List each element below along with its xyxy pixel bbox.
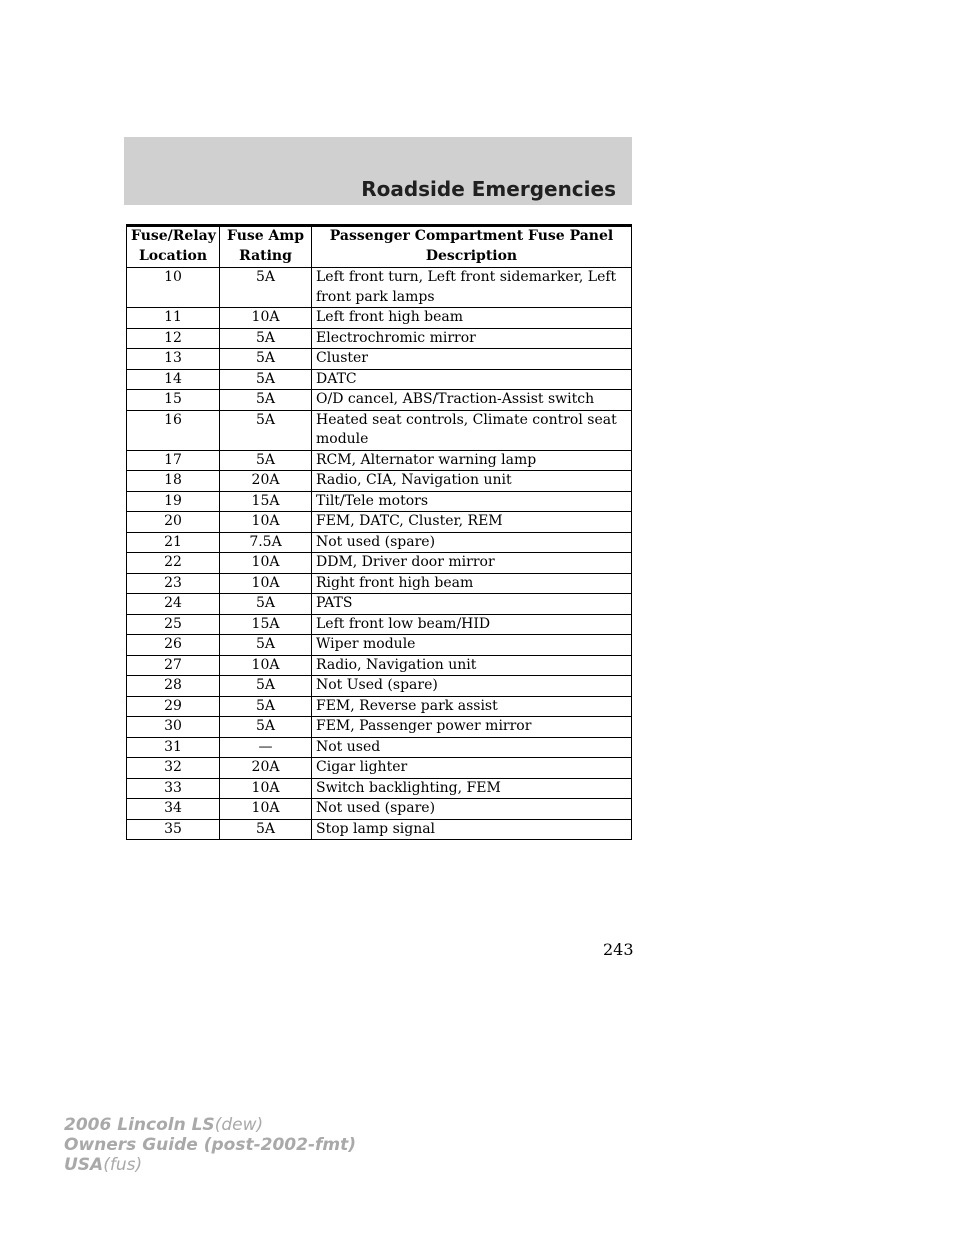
table-row xyxy=(127,717,632,738)
fuse-rating-cell: — xyxy=(220,737,312,758)
fuse-rating-cell: 5A xyxy=(220,349,312,370)
fuse-location-cell: 11 xyxy=(127,308,220,329)
table-row xyxy=(127,655,632,676)
table-row xyxy=(127,410,632,450)
fuse-rating-cell: 10A xyxy=(220,799,312,820)
column-header-rating: Fuse Amp Rating xyxy=(220,226,312,268)
fuse-description-cell: Not used (spare) xyxy=(312,532,632,553)
fuse-location-cell: 14 xyxy=(127,369,220,390)
fuse-description-cell: DATC xyxy=(312,369,632,390)
fuse-rating-cell: 10A xyxy=(220,573,312,594)
column-header-location: Fuse/Relay Location xyxy=(127,226,220,268)
table-row xyxy=(127,471,632,492)
fuse-rating-cell: 5A xyxy=(220,390,312,411)
table-row xyxy=(127,450,632,471)
table-row xyxy=(127,573,632,594)
fuse-rating-cell: 5A xyxy=(220,328,312,349)
fuse-description-cell: Left front high beam xyxy=(312,308,632,329)
fuse-rating-cell: 5A xyxy=(220,696,312,717)
fuse-table xyxy=(126,224,632,840)
section-header-band xyxy=(124,137,632,205)
fuse-location-cell: 22 xyxy=(127,553,220,574)
fuse-location-cell: 26 xyxy=(127,635,220,656)
table-row xyxy=(127,737,632,758)
footer-line-2: Owners Guide (post-2002-fmt) xyxy=(64,1135,357,1155)
fuse-location-cell: 15 xyxy=(127,390,220,411)
fuse-location-cell: 30 xyxy=(127,717,220,738)
fuse-description-cell: O/D cancel, ABS/Traction-Assist switch xyxy=(312,390,632,411)
table-row xyxy=(127,594,632,615)
fuse-description-cell: Right front high beam xyxy=(312,573,632,594)
table-row xyxy=(127,491,632,512)
table-row xyxy=(127,819,632,840)
fuse-rating-cell: 10A xyxy=(220,553,312,574)
fuse-location-cell: 28 xyxy=(127,676,220,697)
footer-line-3: USA(fus) xyxy=(64,1155,143,1175)
fuse-rating-cell: 20A xyxy=(220,758,312,779)
table-row xyxy=(127,328,632,349)
table-row xyxy=(127,512,632,533)
fuse-location-cell: 13 xyxy=(127,349,220,370)
fuse-description-cell: Cigar lighter xyxy=(312,758,632,779)
fuse-location-cell: 16 xyxy=(127,410,220,450)
fuse-rating-cell: 20A xyxy=(220,471,312,492)
fuse-location-cell: 24 xyxy=(127,594,220,615)
footer xyxy=(64,1115,356,1175)
fuse-description-cell: PATS xyxy=(312,594,632,615)
fuse-rating-cell: 5A xyxy=(220,594,312,615)
table-row xyxy=(127,369,632,390)
fuse-location-cell: 19 xyxy=(127,491,220,512)
page-number: 243 xyxy=(603,940,634,959)
fuse-rating-cell: 15A xyxy=(220,491,312,512)
fuse-description-cell: Stop lamp signal xyxy=(312,819,632,840)
fuse-description-cell: FEM, Passenger power mirror xyxy=(312,717,632,738)
fuse-description-cell: Left front turn, Left front sidemarker, Left front park lamps xyxy=(312,268,632,308)
fuse-description-cell: Radio, Navigation unit xyxy=(312,655,632,676)
table-row xyxy=(127,553,632,574)
fuse-rating-cell: 5A xyxy=(220,450,312,471)
fuse-location-cell: 20 xyxy=(127,512,220,533)
fuse-description-cell: FEM, Reverse park assist xyxy=(312,696,632,717)
fuse-description-cell: Radio, CIA, Navigation unit xyxy=(312,471,632,492)
table-row xyxy=(127,532,632,553)
fuse-rating-cell: 5A xyxy=(220,819,312,840)
fuse-description-cell: RCM, Alternator warning lamp xyxy=(312,450,632,471)
table-row xyxy=(127,635,632,656)
fuse-location-cell: 23 xyxy=(127,573,220,594)
fuse-description-cell: Not used xyxy=(312,737,632,758)
fuse-description-cell: DDM, Driver door mirror xyxy=(312,553,632,574)
fuse-description-cell: Tilt/Tele motors xyxy=(312,491,632,512)
fuse-rating-cell: 5A xyxy=(220,635,312,656)
fuse-description-cell: Left front low beam/HID xyxy=(312,614,632,635)
fuse-location-cell: 29 xyxy=(127,696,220,717)
table-row xyxy=(127,308,632,329)
fuse-location-cell: 17 xyxy=(127,450,220,471)
fuse-rating-cell: 15A xyxy=(220,614,312,635)
fuse-location-cell: 12 xyxy=(127,328,220,349)
fuse-rating-cell: 5A xyxy=(220,268,312,308)
fuse-description-cell: Electrochromic mirror xyxy=(312,328,632,349)
fuse-rating-cell: 5A xyxy=(220,676,312,697)
fuse-rating-cell: 10A xyxy=(220,512,312,533)
table-row xyxy=(127,799,632,820)
table-row xyxy=(127,778,632,799)
fuse-location-cell: 10 xyxy=(127,268,220,308)
section-title: Roadside Emergencies xyxy=(361,177,616,201)
table-body xyxy=(127,268,632,840)
fuse-description-cell: Switch backlighting, FEM xyxy=(312,778,632,799)
fuse-description-cell: Wiper module xyxy=(312,635,632,656)
table-row xyxy=(127,676,632,697)
table-row xyxy=(127,614,632,635)
fuse-location-cell: 21 xyxy=(127,532,220,553)
fuse-description-cell: Cluster xyxy=(312,349,632,370)
fuse-rating-cell: 10A xyxy=(220,655,312,676)
fuse-description-cell: Not Used (spare) xyxy=(312,676,632,697)
fuse-location-cell: 33 xyxy=(127,778,220,799)
table-row xyxy=(127,390,632,411)
fuse-rating-cell: 5A xyxy=(220,410,312,450)
fuse-location-cell: 18 xyxy=(127,471,220,492)
fuse-rating-cell: 7.5A xyxy=(220,532,312,553)
fuse-rating-cell: 5A xyxy=(220,717,312,738)
footer-line-1: 2006 Lincoln LS(dew) xyxy=(64,1115,264,1135)
fuse-rating-cell: 5A xyxy=(220,369,312,390)
fuse-description-cell: FEM, DATC, Cluster, REM xyxy=(312,512,632,533)
fuse-description-cell: Not used (spare) xyxy=(312,799,632,820)
fuse-location-cell: 25 xyxy=(127,614,220,635)
fuse-location-cell: 35 xyxy=(127,819,220,840)
table-row xyxy=(127,268,632,308)
table-row xyxy=(127,758,632,779)
fuse-description-cell: Heated seat controls, Climate control seat module xyxy=(312,410,632,450)
fuse-location-cell: 27 xyxy=(127,655,220,676)
fuse-rating-cell: 10A xyxy=(220,308,312,329)
fuse-location-cell: 32 xyxy=(127,758,220,779)
column-header-description: Passenger Compartment Fuse Panel Description xyxy=(312,226,632,268)
fuse-rating-cell: 10A xyxy=(220,778,312,799)
table-header-row xyxy=(127,226,632,268)
table-row xyxy=(127,349,632,370)
fuse-location-cell: 34 xyxy=(127,799,220,820)
table-row xyxy=(127,696,632,717)
fuse-location-cell: 31 xyxy=(127,737,220,758)
